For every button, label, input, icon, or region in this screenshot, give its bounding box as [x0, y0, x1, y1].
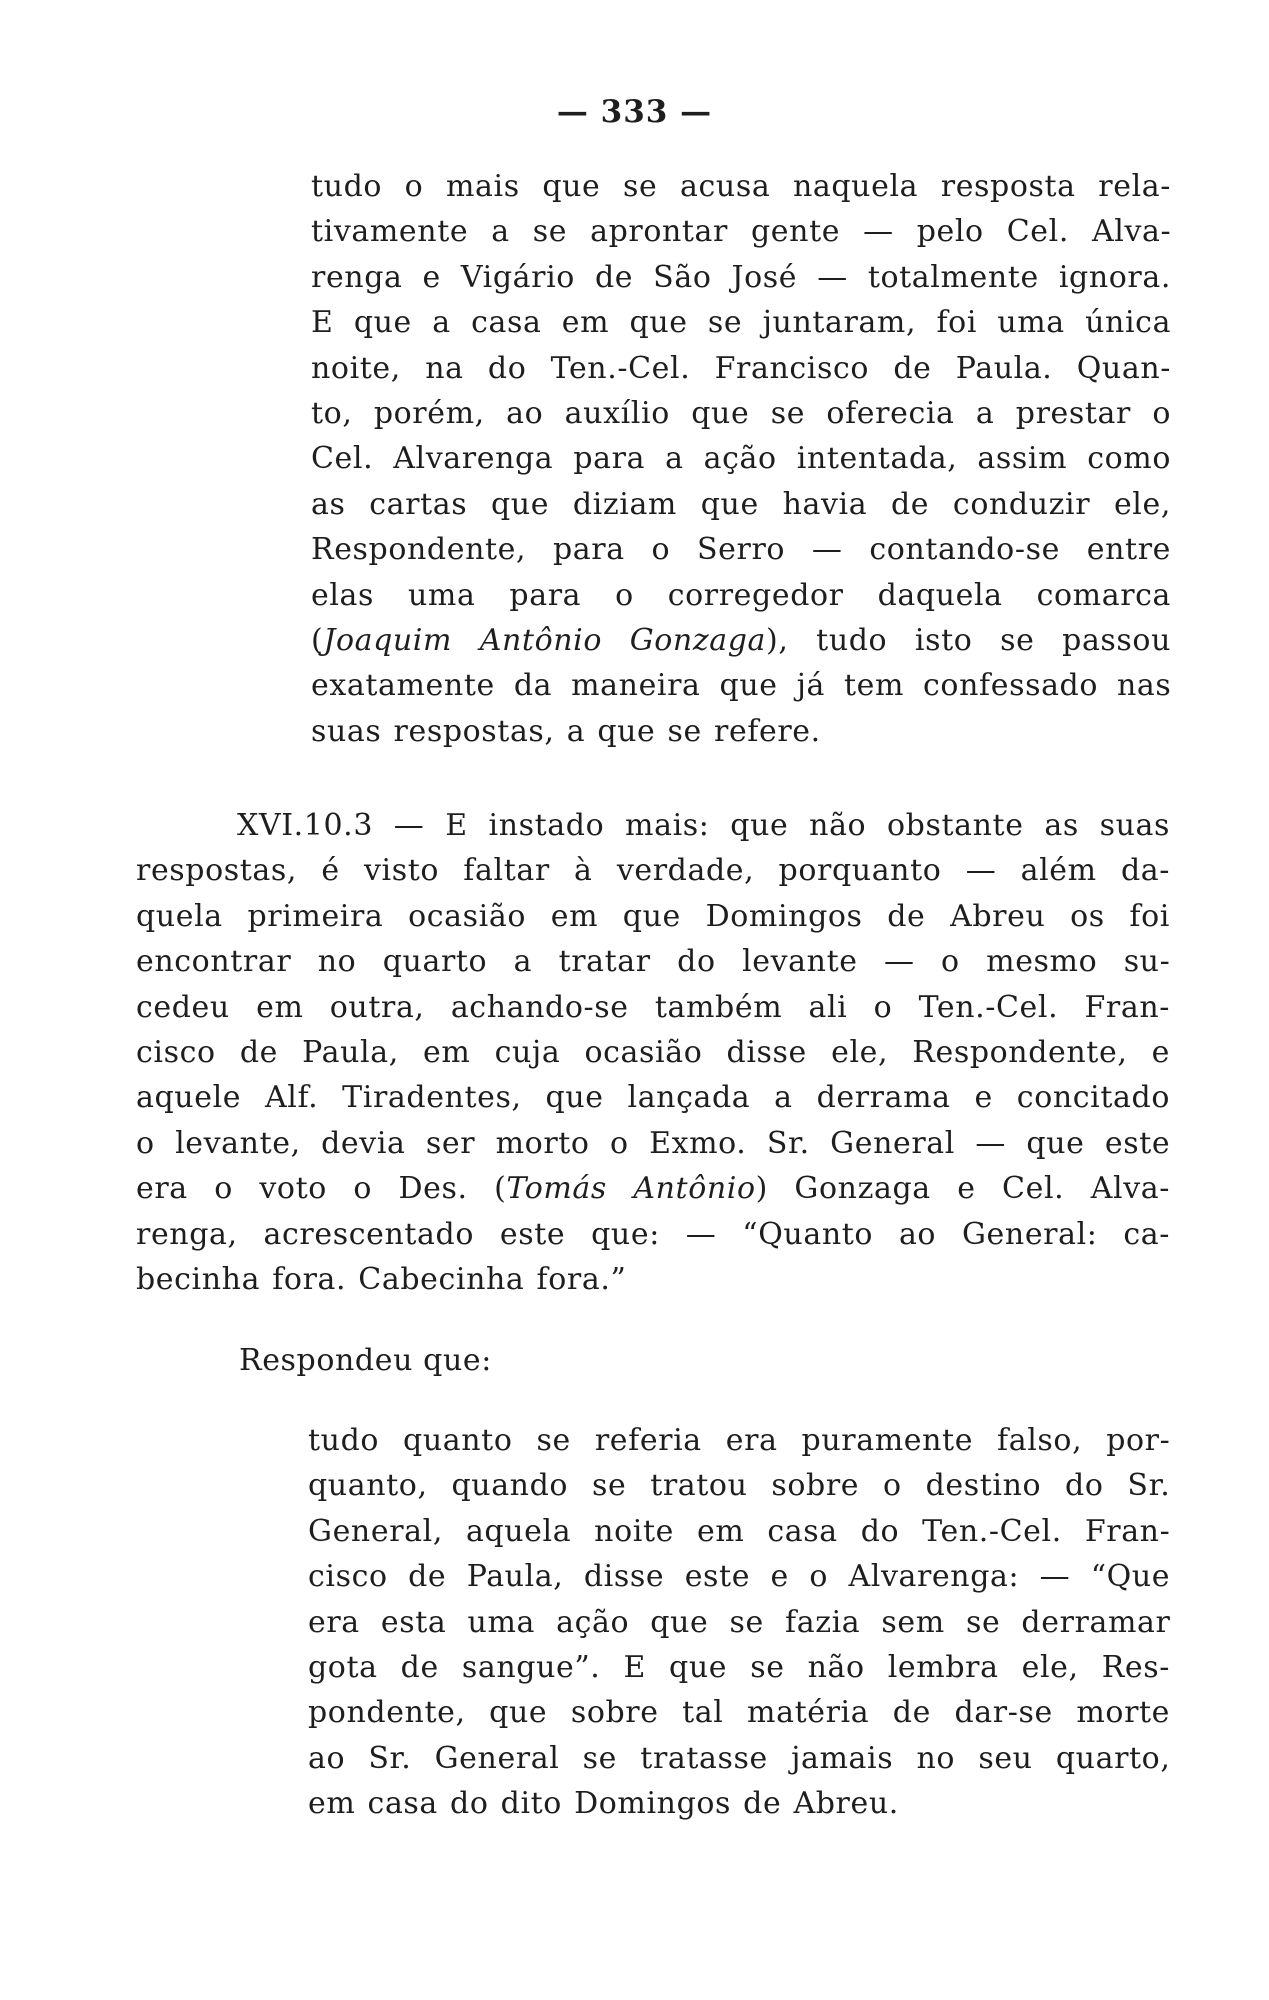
text-line: pondente, que sobre tal matéria de dar-se morte — [308, 1695, 1171, 1731]
paragraph-1 — [311, 164, 1171, 754]
text-line: Cel. Alvarenga para a ação intentada, assim como — [311, 441, 1171, 477]
text-segment: ), tudo isto se passou — [766, 622, 1172, 658]
paragraph-3-quoted-answer — [308, 1418, 1170, 1827]
italic-name: Tomás Antônio — [506, 1171, 756, 1207]
text-line: as cartas que diziam que havia de conduzir ele, — [311, 486, 1171, 522]
text-line: quela primeira ocasião em que Domingos de Abreu os foi — [136, 898, 1170, 934]
italic-name: Joaquim Antônio Gonzaga — [323, 622, 767, 658]
text-line-with-italic — [136, 1166, 1170, 1211]
text-line-with-italic — [311, 618, 1171, 663]
text-line: XVI.10.3 — E instado mais: que não obstante as suas — [237, 808, 1171, 843]
text-line: quanto, quando se tratou sobre o destino do Sr. — [308, 1468, 1171, 1504]
text-line: renga, acrescentado este que: — “Quanto ao General: ca- — [136, 1216, 1171, 1252]
text-line: respostas, é visto faltar à verdade, porquanto — além da- — [136, 853, 1170, 889]
text-line: ao Sr. General se tratasse jamais no seu quarto, — [308, 1740, 1171, 1776]
text-line: renga e Vigário de São José — totalmente ignora. — [311, 259, 1171, 295]
paragraph-2 — [136, 803, 1170, 1302]
text-line: General, aquela noite em casa do Ten.-Cel. Fran- — [308, 1513, 1171, 1549]
text-line: tudo quanto se referia era puramente falso, por- — [308, 1423, 1171, 1458]
text-line: o levante, devia ser morto o Exmo. Sr. General — que este — [136, 1125, 1171, 1161]
text-segment: era o voto o Des. ( — [136, 1171, 507, 1207]
text-line: tudo o mais que se acusa naquela resposta rela- — [311, 169, 1172, 204]
text-line: cisco de Paula, em cuja ocasião disse ele, Respondente, e — [136, 1034, 1170, 1070]
text-line: tivamente a se aprontar gente — pelo Cel. Alva- — [311, 214, 1172, 250]
text-line: cisco de Paula, disse este e o Alvarenga: — “Que — [308, 1559, 1171, 1595]
page-number: — 333 — — [556, 94, 713, 130]
text-line: aquele Alf. Tiradentes, que lançada a derrama e concitado — [136, 1080, 1170, 1116]
text-line: E que a casa em que se juntaram, foi uma única — [311, 305, 1172, 341]
text-line: cedeu em outra, achando-se também ali o Ten.-Cel. Fran- — [136, 989, 1170, 1025]
text-line: em casa do dito Domingos de Abreu. — [308, 1786, 899, 1822]
text-line: becinha fora. Cabecinha fora.” — [136, 1261, 627, 1297]
text-segment: ) Gonzaga e Cel. Alva- — [755, 1171, 1170, 1207]
text-line: to, porém, ao auxílio que se oferecia a prestar o — [311, 395, 1171, 431]
text-line: Respondente, para o Serro — contando-se entre — [311, 532, 1171, 568]
text-line: encontrar no quarto a tratar do levante — o mesmo su- — [136, 944, 1171, 980]
respondeu-heading: Respondeu que: — [239, 1343, 492, 1378]
text-line: elas uma para o corregedor daquela comarca — [311, 577, 1172, 613]
text-line: suas respostas, a que se refere. — [311, 713, 821, 749]
text-line: gota de sangue”. E que se não lembra ele, Res- — [308, 1649, 1170, 1685]
text-line: noite, na do Ten.-Cel. Francisco de Paula. Quan- — [311, 350, 1171, 386]
text-line: era esta uma ação que se fazia sem se derramar — [308, 1604, 1171, 1640]
text-line: exatamente da maneira que já tem confessado nas — [311, 668, 1172, 704]
text-segment: ( — [311, 622, 324, 658]
